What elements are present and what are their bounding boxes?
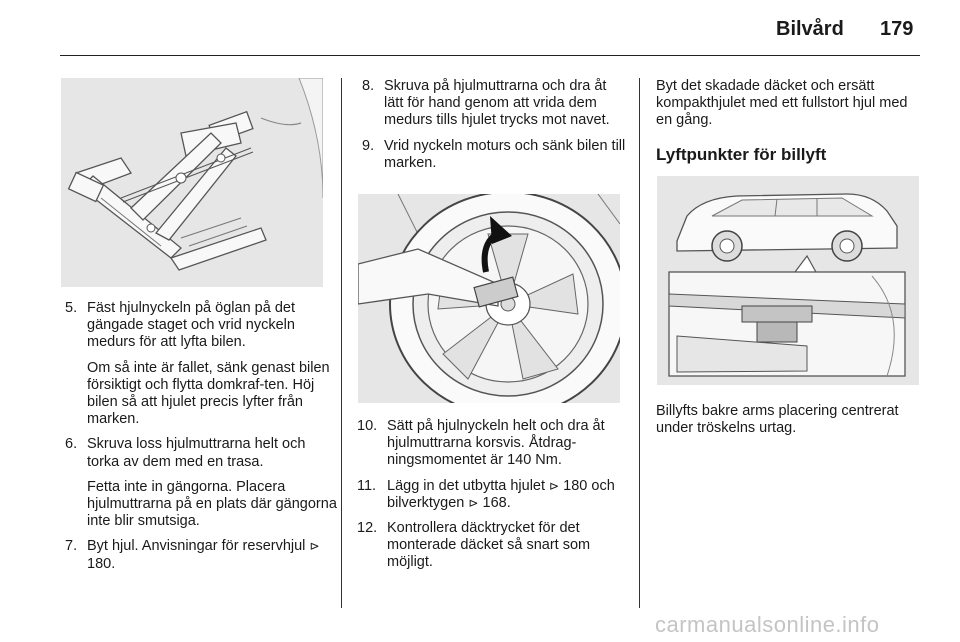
step-9: 9. Vrid nyckeln moturs och sänk bilen till marken. (362, 137, 626, 171)
step-5: 5. Fäst hjulnyckeln på öglan på det gängade staget och vrid nyckeln medurs för att lyfta bilen. Om så inte är fallet, sänk genast bilen försiktigt och flytta domkraf-ten. Höj bilen så att hjulet precis lyfter från marken. (65, 300, 330, 428)
column-divider-left (341, 78, 342, 608)
column-divider-right (639, 78, 640, 608)
right-column-bottom (656, 403, 924, 437)
page-ref-icon: ⊳ (549, 478, 560, 493)
middle-column-top (362, 78, 628, 180)
page-ref-link[interactable]: 180. (87, 555, 116, 572)
page-ref-icon: ⊳ (468, 495, 479, 510)
section-heading: Lyftpunkter för billyft (656, 144, 827, 164)
wheel-wrench-illustration (358, 194, 620, 403)
left-column (65, 300, 337, 581)
right-column-top (656, 78, 918, 163)
figure-caption: Billyfts bakre arms placering centrerat under tröskelns urtag. (656, 403, 899, 437)
intro-paragraph: Byt det skadade däcket och ersätt kompakthjulet med ett fullstort hjul med en gång. (656, 78, 908, 129)
step-12: 12. Kontrollera däcktrycket för det monterade däcket så snart som möjligt. (357, 520, 591, 571)
page-ref-link[interactable]: 180 (563, 477, 588, 494)
watermark-text: carmanualsonline.info (655, 612, 880, 637)
step-11: 11. Lägg in det utbytta hjulet ⊳ 180 och bilverktygen ⊳ 168. (357, 477, 615, 511)
page-header (0, 0, 960, 56)
middle-column-bottom (357, 418, 633, 580)
lift-point-illustration (657, 176, 919, 385)
step-10: 10. Sätt på hjulnyckeln helt och dra åt hjulmuttrarna korsvis. Åtdrag-ningsmomentet är 140 Nm. (357, 418, 605, 469)
step-7: 7. Byt hjul. Anvisningar för reservhjul ⊳ 180. (65, 538, 320, 572)
page-ref-icon: ⊳ (309, 539, 320, 554)
jack-illustration (61, 78, 323, 287)
page-number: 179 (880, 18, 914, 40)
section-title: Bilvård (776, 18, 844, 40)
page-ref-link[interactable]: 168. (482, 494, 511, 511)
step-8: 8. Skruva på hjulmuttrarna och dra åt lätt för hand genom att vrida dem medurs tills hjulet trycks mot navet. (362, 78, 610, 129)
step-6: 6. Skruva loss hjulmuttrarna helt och torka av dem med en trasa. Fetta inte in gängorna. Placera hjulmuttrarna på en plats där gängorna inte blir smutsiga. (65, 436, 337, 530)
header-rule (60, 55, 920, 56)
